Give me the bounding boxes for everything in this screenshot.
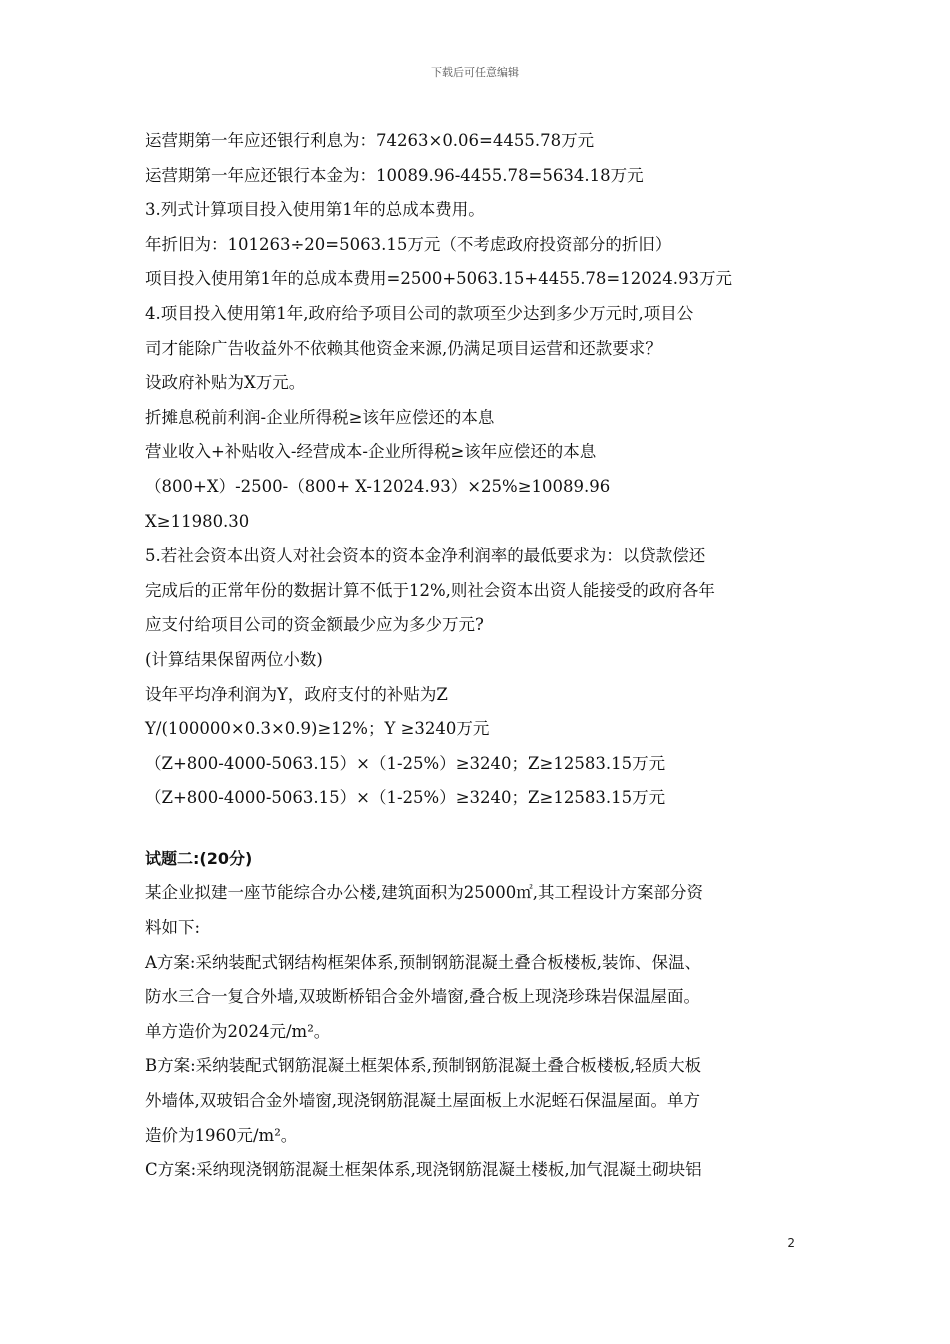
text-line: 完成后的正常年份的数据计算不低于12%,则社会资本出资人能接受的政府各年 (145, 580, 715, 600)
text-line: (计算结果保留两位小数) (145, 649, 323, 669)
section-spacer (145, 816, 815, 842)
text-line: 运营期第一年应还银行利息为：74263×0.06=4455.78万元 (145, 131, 595, 150)
body-text (145, 124, 815, 1188)
text-line: 应支付给项目公司的资金额最少应为多少万元? (145, 615, 484, 635)
text-line: C方案:采纳现浇钢筋混凝土框架体系,现浇钢筋混凝土楼板,加气混凝土砌块铝 (145, 1160, 702, 1180)
text-line: 设年平均净利润为Y，政府支付的补贴为Z (145, 684, 448, 704)
text-line: （800+X）-2500-（800+ X-12024.93）×25%≥10089.96 (145, 476, 611, 496)
text-line: 折摊息税前利润-企业所得税≥该年应偿还的本息 (145, 407, 495, 427)
text-line: 项目投入使用第1年的总成本费用=2500+5063.15+4455.78=12024.93万元 (145, 269, 732, 289)
text-line: （Z+800-4000-5063.15）×（1-25%）≥3240；Z≥12583.15万元 (145, 788, 666, 808)
text-line: 5.若社会资本出资人对社会资本的资本金净利润率的最低要求为：以贷款偿还 (145, 546, 706, 566)
text-line: 营业收入+补贴收入-经营成本-企业所得税≥该年应偿还的本息 (145, 442, 597, 462)
text-line: 某企业拟建一座节能综合办公楼,建筑面积为25000㎡,其工程设计方案部分资 (145, 883, 703, 903)
text-line: Y/(100000×0.3×0.9)≥12%；Y ≥3240万元 (145, 719, 490, 739)
text-line: 防水三合一复合外墙,双玻断桥铝合金外墙窗,叠合板上现浇珍珠岩保温屋面。 (145, 987, 700, 1007)
text-line: 年折旧为：101263÷20=5063.15万元（不考虑政府投资部分的折旧） (145, 234, 672, 254)
page-number: 2 (787, 1236, 795, 1250)
text-line: 单方造价为2024元/m²。 (145, 1021, 331, 1041)
text-line: 料如下: (145, 918, 201, 938)
text-line: 设政府补贴为X万元。 (145, 373, 306, 393)
text-line: 运营期第一年应还银行本金为：10089.96-4455.78=5634.18万元 (145, 165, 644, 185)
text-line: X≥11980.30 (145, 511, 250, 531)
text-line: 造价为1960元/m²。 (145, 1125, 298, 1145)
text-line: （Z+800-4000-5063.15）×（1-25%）≥3240；Z≥12583.15万元 (145, 753, 666, 773)
section-heading: 试题二:(20分) (145, 848, 253, 868)
text-line: 3.列式计算项目投入使用第1年的总成本费用。 (145, 200, 485, 220)
text-line: 外墙体,双玻铝合金外墙窗,现浇钢筋混凝土屋面板上水泥蛭石保温屋面。单方 (145, 1091, 700, 1111)
text-line: B方案:采纳装配式钢筋混凝土框架体系,预制钢筋混凝土叠合板楼板,轻质大板 (145, 1056, 702, 1076)
text-line: 司才能除广告收益外不依赖其他资金来源,仍满足项目运营和还款要求？ (145, 338, 662, 358)
text-line: A方案:采纳装配式钢结构框架体系,预制钢筋混凝土叠合板楼板,装饰、保温、 (145, 952, 701, 972)
text-line: 4.项目投入使用第1年,政府给予项目公司的款项至少达到多少万元时,项目公 (145, 303, 694, 323)
header-note: 下载后可任意编辑 (431, 66, 519, 79)
